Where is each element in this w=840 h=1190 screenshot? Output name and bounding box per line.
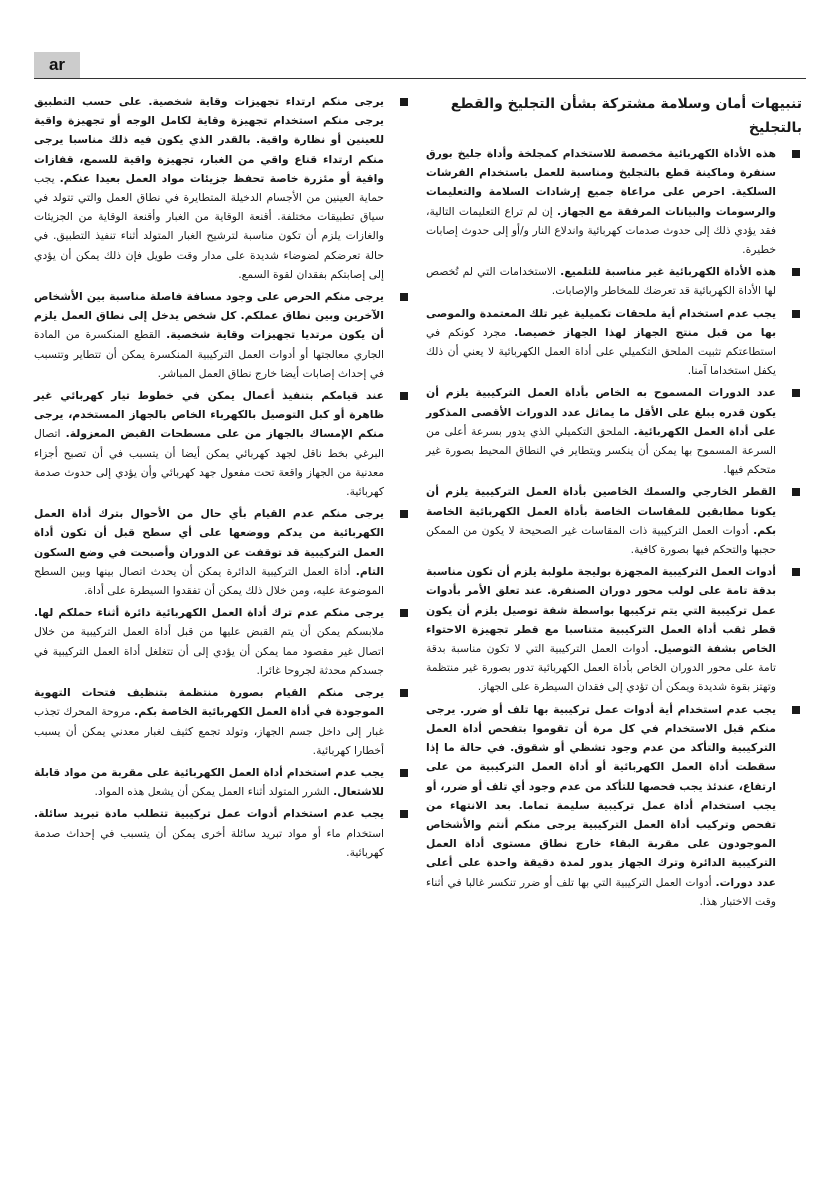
- square-bullet-icon: [400, 689, 408, 697]
- list-item: [34, 763, 414, 801]
- square-bullet-icon: [400, 769, 408, 777]
- list-item: [34, 92, 414, 284]
- item-body-text: مروحة المحرك تجذب غبار إلى داخل جسم الجهاز، وتولد تجمع كثيف لغبار معدني يمكن أن يسبب أخطارا كهربائية.: [34, 705, 384, 757]
- item-lead-text: يجب عدم استخدام أية أدوات عمل تركيبية بها تلف أو ضرر. يرجى منكم قبل الاستخدام في كل مرة أن تقوموا بتفحص أداة العمل التركيبية والتأكد من عدم وجود تشظي أو شقوق. في حالة ما إذا سقطت أداة العمل الكهربائية أو أداة العمل التركيبية من على ارتفاع، عندئذ يجب فحصها للتأكد من عدم وجود أي تلف أو ضرر، أو يجب استخدام أداة عمل تركيبية سليمة تماما. بعد الانتهاء من تفحص وتركيب أداة العمل التركيبية يرجى منكم أنتم والأشخاص الموجودون على مقربة البقاء خارج نطاق مستوى أداة العمل التركيبية الدائرة وترك الجهاز يدور لمدة دقيقة واحدة على أعلى عدد دورات.: [426, 702, 776, 889]
- item-body-text: أدوات العمل التركيبية التي لا تكون مناسبة بدقة تامة على محور الدوران الخاص بأداة العمل الكهربائية تدور بصورة غير منتظمة وتهتز بقوة شديدة ويمكن أن تؤدي إلى فقدان السيطرة على الجهاز.: [426, 642, 776, 694]
- item-body-text: القطع المنكسرة من المادة الجاري معالجتها أو أدوات العمل التركيبية المنكسرة يمكن أن تتطاير وتتسبب في إحداث إصابات أيضا خارج نطاق العمل المباشر.: [34, 328, 384, 380]
- item-lead-text: القطر الخارجي والسمك الخاصين بأداة العمل التركيبية يلزم أن يكونا مطابقين للمقاسات الخاصة بأداة العمل الكهربائية الخاصة بكم.: [426, 485, 776, 537]
- list-item: [34, 287, 414, 383]
- item-body-text: الاستخدامات التي لم تُخصص لها الأداة الكهربائية قد تعرضك للمخاطر والإصابات.: [426, 265, 776, 298]
- item-lead-text: أدوات العمل التركيبية المجهزة بوليجة ملولبة يلزم أن تكون مناسبة بدقة تامة على لولب محور دوران الصنفرة. عند تعلق الأمر بأدوات عمل تركيبية التي يتم تركيبها بواسطة شفة توصيل يلزم أن يكون قطر ثقب أداة العمل التركيبية متناسبا مع قطر تجهيزة الاحتواء الخاص بشفة التوصيل.: [426, 565, 776, 656]
- language-tab: ar: [34, 52, 80, 78]
- square-bullet-icon: [400, 293, 408, 301]
- list-item: [426, 482, 806, 559]
- square-bullet-icon: [792, 310, 800, 318]
- list-item: [34, 386, 414, 501]
- square-bullet-icon: [400, 810, 408, 818]
- item-body-text: مجرد كونكم في استطاعتكم تثبيت الملحق التكميلي على أداة العمل الكهربائية لا يعني أن ذلك يكفل استخداما آمنا.: [426, 325, 776, 378]
- item-body-text: الشرر المتولد أثناء العمل يمكن أن يشعل هذه المواد.: [94, 785, 330, 799]
- list-item: [34, 603, 414, 680]
- list-item: [426, 562, 806, 696]
- item-lead-text: يرجى منكم القيام بصورة منتظمة بتنظيف فتحات التهوية الموجودة في أداة العمل الكهربائية الخاصة بكم.: [34, 686, 384, 719]
- item-lead-text: يرجى منكم عدم القيام بأي حال من الأحوال بترك أداة العمل الكهربائية من يدكم ووضعها على أي سطح قبل أن تكون أداة العمل التركيبية قد توقفت عن الدوران وأصبحت في وضع السكون التام.: [34, 507, 384, 578]
- item-lead-text: عدد الدورات المسموح به الخاص بأداة العمل التركيبية يلزم أن يكون قدره يبلغ على الأقل ما يماثل عدد الدورات الأقصى المذكور على أداة العمل الكهربائية.: [426, 386, 776, 438]
- item-lead-text: يرجى منكم الحرص على وجود مسافة فاصلة مناسبة بين الأشخاص الآخرين وبين نطاق عملكم. كل شخص يدخل إلى نطاق العمل يلزم أن يكون مرتديا تجهيزات وقاية شخصية.: [34, 290, 385, 342]
- square-bullet-icon: [792, 389, 800, 397]
- left-column: [34, 92, 414, 865]
- item-lead-text: هذه الأداة الكهربائية مخصصة للاستخدام كمجلخة وأداة جليخ بورق سنفرة وماكينة قطع بالتجليخ ومناسبة للعمل باستخدام الفرشات السلكية. احرص على مراعاة جميع إرشادات السلامة والتعليمات والرسومات والبيانات المرفقة مع الجهاز.: [426, 147, 776, 218]
- square-bullet-icon: [400, 98, 408, 106]
- item-lead-text: يجب عدم استخدام أدوات عمل تركيبية تتطلب مادة تبريد سائلة.: [34, 807, 384, 821]
- square-bullet-icon: [792, 150, 800, 158]
- list-item: [426, 383, 806, 479]
- item-body-text: يجب حماية العينين من الأجسام الدخيلة المتطايرة في نطاق العمل والتي تتولد في سياق تطبيقات مختلفة. أقنعة الوقاية من الغبار وأقنعة الوقاية من الجزيئات والغازات يلزم أن تكون مناسبة لترشيح الغبار المتولد أثناء تنفيذ التطبيق. في حالة تعرضكم لضوضاء شديدة على مدار وقت طويل فإن ذلك يمكن أن يؤدي إلى إصابتكم بفقدان لقوة السمع.: [34, 171, 384, 281]
- square-bullet-icon: [400, 510, 408, 518]
- list-item: [426, 262, 806, 300]
- list-item: [34, 683, 414, 760]
- square-bullet-icon: [792, 568, 800, 576]
- item-body-text: ملابسكم يمكن أن يتم القبض عليها من قبل أداة العمل التركيبية من خلال اتصال غير مقصود مما يمكن أن يؤدي إلى أن تتغلغل أداة العمل التركيبية في جسدكم محدثة لجروحا غائرا.: [34, 625, 384, 677]
- list-item: [426, 700, 806, 911]
- item-lead-text: يجب عدم استخدام أية ملحقات تكميلية غير تلك المعتمدة والموصى بها من قبل منتج الجهاز لهذا الجهاز خصيصا.: [426, 306, 777, 339]
- item-body-text: اتصال البرغي بخط ناقل لجهد كهربائي يمكن أيضا أن يتسبب في أن تصبح أجزاء معدنية من الجهاز واقعة تحت مفعول جهد كهربائي وأن يؤدي إلى حدوث صدمة كهربائية.: [34, 427, 384, 499]
- list-item: [34, 804, 414, 862]
- item-body-text: أدوات العمل التركيبية ذات المقاسات غير الصحيحة لا يكون من الممكن حجبها والتحكم فيها بصورة كافية.: [426, 523, 776, 557]
- item-body-text: إن لم تراع التعليمات التالية، فقد يؤدي ذلك إلى حدوث صدمات كهربائية واندلاع النار و/أو إلى حدوث إصابات خطيرة.: [426, 204, 776, 257]
- square-bullet-icon: [400, 392, 408, 400]
- item-lead-text: هذه الأداة الكهربائية غير مناسبة للتلميع.: [560, 265, 776, 279]
- item-lead-text: يرجى منكم عدم ترك أداة العمل الكهربائية دائرة أثناء حملكم لها.: [34, 606, 384, 620]
- right-column: [426, 92, 806, 914]
- list-item: [426, 304, 806, 381]
- header-divider: [34, 78, 806, 79]
- item-body-text: استخدام ماء أو مواد تبريد سائلة أخرى يمكن أن يتسبب في إحداث صدمة كهربائية.: [34, 826, 384, 859]
- square-bullet-icon: [400, 609, 408, 617]
- item-body-text: أداة العمل التركيبية الدائرة يمكن أن يحدث اتصال بينها وبين السطح الموضوعة عليه، ومن خلال ذلك يمكن أن تفقدوا السيطرة على أداة.: [34, 564, 384, 598]
- square-bullet-icon: [792, 706, 800, 714]
- item-body-text: الملحق التكميلي الذي يدور بسرعة أعلى من السرعة المسموح بها يمكن أن ينكسر ويتطاير في النطاق المحيط بصورة غير متحكم فيها.: [426, 424, 776, 477]
- list-item: [426, 144, 806, 259]
- list-item: [34, 504, 414, 600]
- item-lead-text: يرجى منكم ارتداء تجهيزات وقاية شخصية. على حسب التطبيق يرجى منكم استخدام تجهيزة وقاية لكامل الوجه أو تجهيزة واقية للعينين أو نظارة واقية. بالقدر الذي يكون فيه ذلك مناسبا يرجى منكم ارتداء قناع واقي من الغبار، تجهيزة واقية للسمع، قفازات واقية أو مئزرة خاصة تحفظ جزيئات مواد العمل بعيدا عنكم.: [34, 95, 385, 185]
- square-bullet-icon: [792, 488, 800, 496]
- square-bullet-icon: [792, 268, 800, 276]
- section-heading: تنبيهات أمان وسلامة مشتركة بشأن التجليخ والقطع بالتجليخ: [450, 96, 802, 136]
- item-lead-text: عند قيامكم بتنفيذ أعمال يمكن في خطوط تيار كهربائي غير ظاهرة أو كبل التوصيل بالكهرباء الخاص بالجهاز المستخدم، يرجى منكم الإمساك بالجهاز من على مسطحات القبض المعزولة.: [34, 389, 385, 441]
- item-body-text: أدوات العمل التركيبية التي بها تلف أو ضرر تنكسر غالبا في أثناء وقت الاختبار هذا.: [426, 875, 776, 908]
- item-lead-text: يجب عدم استخدام أداة العمل الكهربائية على مقربة من مواد قابلة للاشتعال.: [34, 765, 384, 799]
